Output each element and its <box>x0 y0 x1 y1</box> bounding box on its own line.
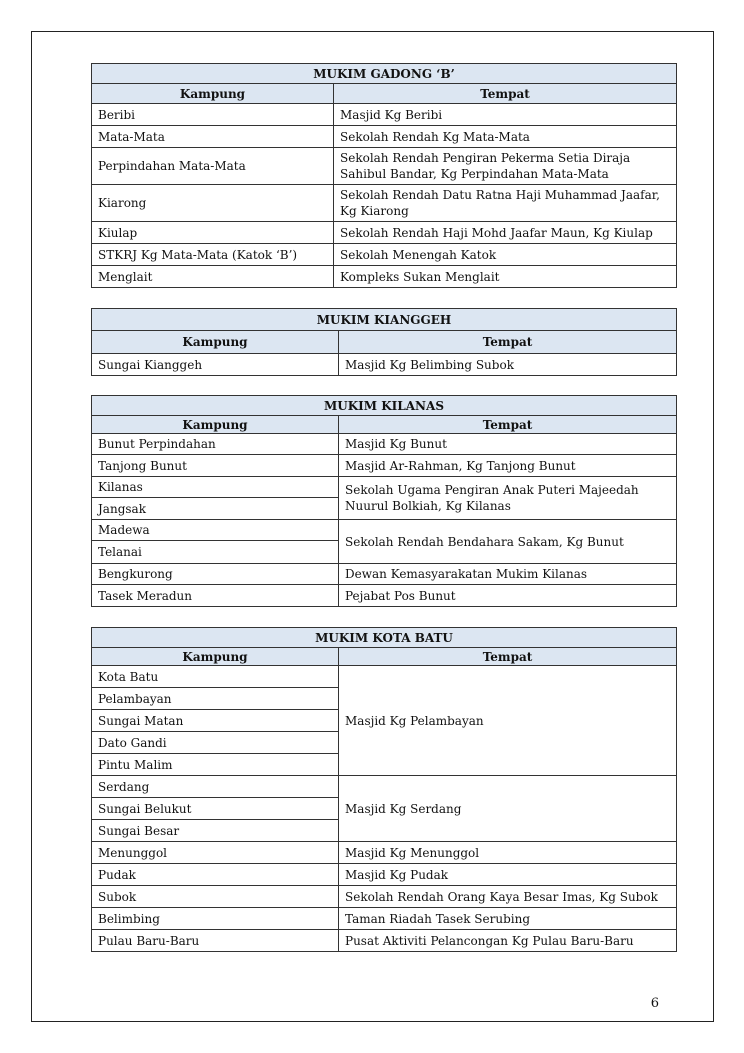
table-row <box>92 354 677 376</box>
table-row <box>92 148 677 185</box>
table-title: MUKIM KIANGGEH <box>92 309 677 331</box>
header-tempat: Tempat <box>339 416 677 434</box>
kampung-cell: Menunggol <box>92 842 339 864</box>
tempat-cell: Taman Riadah Tasek Serubing <box>339 908 677 930</box>
table-row <box>92 266 677 288</box>
table-mukim-gadong-b <box>91 63 677 288</box>
table-row <box>92 666 677 688</box>
kampung-cell: Kota Batu <box>92 666 339 688</box>
tempat-cell: Sekolah Menengah Katok <box>334 244 677 266</box>
table-row <box>92 930 677 952</box>
table-title: MUKIM KILANAS <box>92 396 677 416</box>
tempat-cell: Masjid Kg Belimbing Subok <box>339 354 677 376</box>
kampung-cell: Tasek Meradun <box>92 585 339 607</box>
table-row <box>92 455 677 477</box>
tempat-cell: Masjid Kg Beribi <box>334 104 677 126</box>
kampung-cell: Bengkurong <box>92 564 339 585</box>
table-row <box>92 886 677 908</box>
kampung-cell: Kiarong <box>92 185 334 222</box>
tempat-cell: Sekolah Rendah Orang Kaya Besar Imas, Kg Subok <box>339 886 677 908</box>
tempat-cell: Masjid Kg Bunut <box>339 434 677 455</box>
header-tempat: Tempat <box>339 331 677 354</box>
kampung-cell: Sungai Kianggeh <box>92 354 339 376</box>
kampung-cell: Kilanas <box>92 477 339 498</box>
kampung-cell: Beribi <box>92 104 334 126</box>
kampung-cell: Sungai Belukut <box>92 798 339 820</box>
kampung-cell: Pulau Baru-Baru <box>92 930 339 952</box>
table-row <box>92 864 677 886</box>
kampung-cell: Pintu Malim <box>92 754 339 776</box>
kampung-cell: Perpindahan Mata-Mata <box>92 148 334 185</box>
kampung-cell: Bunut Perpindahan <box>92 434 339 455</box>
header-kampung: Kampung <box>92 648 339 666</box>
table-mukim-kota-batu <box>91 627 677 952</box>
header-kampung: Kampung <box>92 416 339 434</box>
table-row <box>92 434 677 455</box>
table-row <box>92 776 677 798</box>
table-row <box>92 222 677 244</box>
kampung-cell: Tanjong Bunut <box>92 455 339 477</box>
kampung-cell: STKRJ Kg Mata-Mata (Katok ‘B’) <box>92 244 334 266</box>
kampung-cell: Serdang <box>92 776 339 798</box>
tempat-cell: Sekolah Rendah Haji Mohd Jaafar Maun, Kg Kiulap <box>334 222 677 244</box>
kampung-cell: Madewa <box>92 520 339 541</box>
kampung-cell: Sungai Besar <box>92 820 339 842</box>
tempat-cell: Pejabat Pos Bunut <box>339 585 677 607</box>
kampung-cell: Dato Gandi <box>92 732 339 754</box>
table-row <box>92 564 677 585</box>
header-kampung: Kampung <box>92 331 339 354</box>
table-mukim-kianggeh <box>91 308 677 376</box>
kampung-cell: Jangsak <box>92 498 339 520</box>
table-row <box>92 477 677 498</box>
tempat-cell: Masjid Kg Pelambayan <box>339 666 677 776</box>
kampung-cell: Menglait <box>92 266 334 288</box>
kampung-cell: Mata-Mata <box>92 126 334 148</box>
kampung-cell: Pudak <box>92 864 339 886</box>
kampung-cell: Belimbing <box>92 908 339 930</box>
header-tempat: Tempat <box>334 84 677 104</box>
table-row <box>92 244 677 266</box>
table-row <box>92 520 677 541</box>
tempat-cell: Kompleks Sukan Menglait <box>334 266 677 288</box>
tempat-cell: Masjid Ar-Rahman, Kg Tanjong Bunut <box>339 455 677 477</box>
kampung-cell: Subok <box>92 886 339 908</box>
tempat-cell: Masjid Kg Pudak <box>339 864 677 886</box>
table-row <box>92 185 677 222</box>
table-row <box>92 585 677 607</box>
header-kampung: Kampung <box>92 84 334 104</box>
tempat-cell: Masjid Kg Menunggol <box>339 842 677 864</box>
page-number: 6 <box>650 996 659 1011</box>
tempat-cell: Masjid Kg Serdang <box>339 776 677 842</box>
tempat-cell: Dewan Kemasyarakatan Mukim Kilanas <box>339 564 677 585</box>
tempat-cell: Sekolah Rendah Datu Ratna Haji Muhammad Jaafar, Kg Kiarong <box>334 185 677 222</box>
tempat-cell: Sekolah Rendah Kg Mata-Mata <box>334 126 677 148</box>
kampung-cell: Kiulap <box>92 222 334 244</box>
table-title: MUKIM GADONG ‘B’ <box>92 64 677 84</box>
tempat-cell: Pusat Aktiviti Pelancongan Kg Pulau Baru-Baru <box>339 930 677 952</box>
tempat-cell: Sekolah Rendah Pengiran Pekerma Setia Diraja Sahibul Bandar, Kg Perpindahan Mata-Mata <box>334 148 677 185</box>
table-mukim-kilanas <box>91 395 677 607</box>
kampung-cell: Telanai <box>92 541 339 564</box>
table-title: MUKIM KOTA BATU <box>92 628 677 648</box>
header-tempat: Tempat <box>339 648 677 666</box>
table-row <box>92 104 677 126</box>
kampung-cell: Sungai Matan <box>92 710 339 732</box>
table-row <box>92 842 677 864</box>
table-row <box>92 908 677 930</box>
table-row <box>92 126 677 148</box>
kampung-cell: Pelambayan <box>92 688 339 710</box>
tempat-cell: Sekolah Rendah Bendahara Sakam, Kg Bunut <box>339 520 677 564</box>
tempat-cell: Sekolah Ugama Pengiran Anak Puteri Majeedah Nuurul Bolkiah, Kg Kilanas <box>339 477 677 520</box>
